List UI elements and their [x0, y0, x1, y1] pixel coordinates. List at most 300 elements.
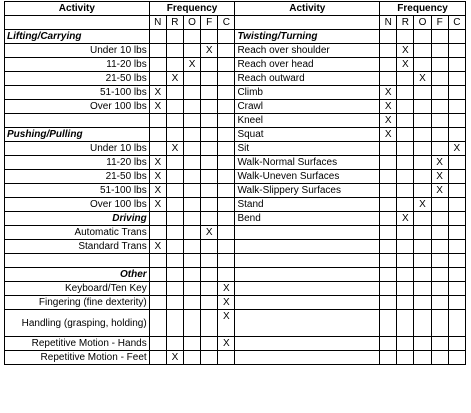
frequency-mark-left-r[interactable]: X — [166, 142, 183, 156]
frequency-mark-left-o[interactable] — [183, 226, 200, 240]
frequency-mark-right-n[interactable] — [380, 282, 397, 296]
frequency-mark-right-c[interactable] — [448, 72, 465, 86]
frequency-mark-right-c[interactable] — [448, 337, 465, 351]
frequency-mark-left-r[interactable] — [166, 310, 183, 337]
frequency-mark-right-f[interactable] — [431, 128, 448, 142]
frequency-mark-left-f[interactable] — [201, 337, 218, 351]
activity-label-right: Walk-Normal Surfaces — [235, 156, 380, 170]
table-row — [5, 156, 466, 170]
frequency-mark-left-n[interactable] — [149, 226, 166, 240]
frequency-mark-right-c[interactable] — [448, 240, 465, 254]
frequency-mark-right-r[interactable] — [397, 226, 414, 240]
activity-label-right — [235, 310, 380, 337]
activity-label-left: 11-20 lbs — [5, 58, 150, 72]
frequency-mark-right-r[interactable] — [397, 254, 414, 268]
activity-label-right — [235, 337, 380, 351]
frequency-mark-right-n[interactable] — [380, 337, 397, 351]
frequency-mark-right-f[interactable]: X — [431, 184, 448, 198]
frequency-mark-left-o[interactable] — [183, 212, 200, 226]
frequency-mark-right-f[interactable] — [431, 268, 448, 282]
frequency-mark-right-n[interactable] — [380, 240, 397, 254]
frequency-mark-right-f[interactable] — [431, 114, 448, 128]
frequency-mark-right-f[interactable] — [431, 337, 448, 351]
activity-label-right — [235, 296, 380, 310]
frequency-mark-right-c[interactable] — [448, 100, 465, 114]
frequency-mark-right-r[interactable] — [397, 296, 414, 310]
table-row — [5, 337, 466, 351]
frequency-mark-right-c[interactable] — [448, 58, 465, 72]
frequency-mark-right-o[interactable] — [414, 100, 431, 114]
frequency-mark-left-f[interactable] — [201, 72, 218, 86]
frequency-mark-right-n[interactable] — [380, 254, 397, 268]
frequency-mark-left-f[interactable] — [201, 114, 218, 128]
activity-label-left: 21-50 lbs — [5, 72, 150, 86]
frequency-mark-right-o[interactable] — [414, 128, 431, 142]
frequency-mark-right-f[interactable] — [431, 240, 448, 254]
frequency-mark-right-n[interactable] — [380, 268, 397, 282]
code-r-left: R — [166, 16, 183, 30]
frequency-mark-right-o[interactable] — [414, 30, 431, 44]
frequency-mark-left-o[interactable] — [183, 337, 200, 351]
code-f-right: F — [431, 16, 448, 30]
codes-spacer-right — [235, 16, 380, 30]
code-o-right: O — [414, 16, 431, 30]
frequency-mark-left-r[interactable] — [166, 268, 183, 282]
table-row — [5, 240, 466, 254]
frequency-mark-left-f[interactable] — [201, 156, 218, 170]
frequency-mark-left-c[interactable]: X — [218, 310, 235, 337]
frequency-mark-right-f[interactable] — [431, 30, 448, 44]
frequency-mark-left-n[interactable] — [149, 128, 166, 142]
frequency-mark-right-o[interactable] — [414, 114, 431, 128]
frequency-mark-left-c[interactable] — [218, 142, 235, 156]
frequency-mark-left-c[interactable] — [218, 226, 235, 240]
frequency-mark-left-f[interactable]: X — [201, 226, 218, 240]
frequency-header-left: Frequency — [149, 2, 235, 16]
frequency-mark-right-r[interactable] — [397, 30, 414, 44]
frequency-mark-left-o[interactable] — [183, 351, 200, 365]
frequency-mark-right-n[interactable] — [380, 58, 397, 72]
frequency-mark-right-f[interactable] — [431, 44, 448, 58]
frequency-mark-left-n[interactable]: X — [149, 184, 166, 198]
frequency-mark-left-r[interactable] — [166, 128, 183, 142]
frequency-mark-right-n[interactable] — [380, 156, 397, 170]
frequency-mark-right-r[interactable] — [397, 240, 414, 254]
frequency-mark-right-f[interactable] — [431, 254, 448, 268]
frequency-mark-left-c[interactable] — [218, 114, 235, 128]
frequency-mark-left-o[interactable] — [183, 282, 200, 296]
frequency-mark-left-f[interactable] — [201, 30, 218, 44]
activity-label-right: Reach outward — [235, 72, 380, 86]
frequency-mark-right-n[interactable] — [380, 44, 397, 58]
frequency-mark-left-c[interactable] — [218, 128, 235, 142]
frequency-mark-right-o[interactable] — [414, 58, 431, 72]
frequency-mark-left-o[interactable] — [183, 156, 200, 170]
physical-demands-table — [4, 1, 466, 365]
frequency-mark-left-n[interactable] — [149, 310, 166, 337]
frequency-mark-left-n[interactable] — [149, 114, 166, 128]
frequency-mark-left-n[interactable] — [149, 351, 166, 365]
frequency-mark-right-n[interactable] — [380, 212, 397, 226]
frequency-mark-right-o[interactable] — [414, 212, 431, 226]
activity-label-left: Over 100 lbs — [5, 100, 150, 114]
frequency-mark-left-r[interactable] — [166, 254, 183, 268]
frequency-mark-right-r[interactable] — [397, 100, 414, 114]
table-row — [5, 282, 466, 296]
activity-label-right: Climb — [235, 86, 380, 100]
frequency-mark-right-f[interactable] — [431, 226, 448, 240]
frequency-mark-left-n[interactable]: X — [149, 170, 166, 184]
frequency-mark-left-r[interactable] — [166, 114, 183, 128]
frequency-mark-right-o[interactable] — [414, 337, 431, 351]
frequency-mark-left-o[interactable] — [183, 86, 200, 100]
frequency-mark-right-f[interactable] — [431, 86, 448, 100]
frequency-mark-left-o[interactable] — [183, 310, 200, 337]
frequency-mark-right-r[interactable] — [397, 184, 414, 198]
frequency-mark-right-n[interactable]: X — [380, 128, 397, 142]
frequency-mark-left-c[interactable]: X — [218, 296, 235, 310]
frequency-mark-left-o[interactable] — [183, 240, 200, 254]
frequency-mark-right-c[interactable]: X — [448, 142, 465, 156]
frequency-mark-left-f[interactable] — [201, 184, 218, 198]
table-row — [5, 100, 466, 114]
frequency-mark-left-c[interactable] — [218, 212, 235, 226]
frequency-mark-right-c[interactable] — [448, 351, 465, 365]
frequency-mark-left-c[interactable] — [218, 351, 235, 365]
frequency-mark-right-r[interactable] — [397, 310, 414, 337]
frequency-mark-left-f[interactable] — [201, 296, 218, 310]
table-row — [5, 142, 466, 156]
frequency-mark-right-o[interactable] — [414, 240, 431, 254]
frequency-mark-left-o[interactable] — [183, 268, 200, 282]
table-body — [5, 30, 466, 365]
activity-label-right: Bend — [235, 212, 380, 226]
frequency-mark-right-o[interactable] — [414, 142, 431, 156]
frequency-mark-right-n[interactable] — [380, 72, 397, 86]
code-o-left: O — [183, 16, 200, 30]
frequency-mark-right-n[interactable] — [380, 310, 397, 337]
activity-label-left: Under 10 lbs — [5, 44, 150, 58]
frequency-mark-left-f[interactable] — [201, 240, 218, 254]
frequency-mark-left-c[interactable] — [218, 198, 235, 212]
frequency-mark-left-f[interactable] — [201, 128, 218, 142]
frequency-mark-right-f[interactable] — [431, 198, 448, 212]
table-row — [5, 30, 466, 44]
table-row — [5, 58, 466, 72]
activity-label-right: Walk-Slippery Surfaces — [235, 184, 380, 198]
frequency-mark-right-f[interactable] — [431, 296, 448, 310]
frequency-mark-left-o[interactable] — [183, 170, 200, 184]
frequency-mark-right-r[interactable] — [397, 72, 414, 86]
activity-label-right — [235, 240, 380, 254]
frequency-mark-right-c[interactable] — [448, 114, 465, 128]
activity-label-right — [235, 268, 380, 282]
frequency-mark-left-o[interactable]: X — [183, 58, 200, 72]
frequency-mark-left-n[interactable] — [149, 282, 166, 296]
frequency-mark-left-r[interactable] — [166, 296, 183, 310]
activity-label-right: Crawl — [235, 100, 380, 114]
frequency-mark-left-f[interactable] — [201, 351, 218, 365]
frequency-mark-left-f[interactable] — [201, 58, 218, 72]
frequency-mark-right-r[interactable] — [397, 170, 414, 184]
frequency-mark-left-r[interactable] — [166, 30, 183, 44]
frequency-mark-right-o[interactable] — [414, 282, 431, 296]
frequency-mark-right-r[interactable] — [397, 198, 414, 212]
frequency-mark-right-c[interactable] — [448, 170, 465, 184]
frequency-mark-left-o[interactable] — [183, 100, 200, 114]
frequency-mark-right-c[interactable] — [448, 226, 465, 240]
frequency-mark-left-f[interactable]: X — [201, 44, 218, 58]
frequency-mark-left-n[interactable]: X — [149, 100, 166, 114]
frequency-mark-right-o[interactable] — [414, 156, 431, 170]
table-row — [5, 254, 466, 268]
activity-label-right — [235, 226, 380, 240]
frequency-mark-left-f[interactable] — [201, 254, 218, 268]
activity-label-left: Over 100 lbs — [5, 198, 150, 212]
frequency-mark-left-c[interactable]: X — [218, 337, 235, 351]
frequency-mark-left-c[interactable] — [218, 254, 235, 268]
frequency-mark-right-c[interactable] — [448, 86, 465, 100]
code-c-right: C — [448, 16, 465, 30]
frequency-mark-left-r[interactable] — [166, 337, 183, 351]
frequency-mark-left-r[interactable] — [166, 100, 183, 114]
frequency-mark-right-n[interactable] — [380, 30, 397, 44]
frequency-mark-right-n[interactable] — [380, 226, 397, 240]
frequency-mark-right-r[interactable]: X — [397, 44, 414, 58]
frequency-mark-left-n[interactable] — [149, 44, 166, 58]
frequency-mark-right-f[interactable]: X — [431, 156, 448, 170]
section-heading-right: Twisting/Turning — [235, 30, 380, 44]
frequency-mark-right-r[interactable] — [397, 128, 414, 142]
table-row — [5, 128, 466, 142]
frequency-mark-left-o[interactable] — [183, 254, 200, 268]
activity-label-right: Reach over shoulder — [235, 44, 380, 58]
frequency-mark-left-n[interactable] — [149, 30, 166, 44]
frequency-mark-right-c[interactable] — [448, 128, 465, 142]
frequency-mark-right-c[interactable] — [448, 296, 465, 310]
frequency-mark-right-c[interactable] — [448, 184, 465, 198]
frequency-mark-left-o[interactable] — [183, 198, 200, 212]
frequency-mark-right-r[interactable] — [397, 142, 414, 156]
activity-label-left: Standard Trans — [5, 240, 150, 254]
frequency-mark-left-r[interactable] — [166, 282, 183, 296]
activity-label-right — [235, 351, 380, 365]
frequency-mark-right-o[interactable] — [414, 226, 431, 240]
table-row — [5, 72, 466, 86]
activity-header-left: Activity — [5, 2, 150, 16]
table-row — [5, 170, 466, 184]
frequency-mark-right-r[interactable] — [397, 337, 414, 351]
frequency-mark-right-c[interactable] — [448, 212, 465, 226]
frequency-mark-left-r[interactable] — [166, 44, 183, 58]
frequency-mark-right-c[interactable] — [448, 156, 465, 170]
frequency-mark-left-r[interactable] — [166, 170, 183, 184]
activity-label-left — [5, 254, 150, 268]
table-row — [5, 212, 466, 226]
activity-label-left: 51-100 lbs — [5, 184, 150, 198]
frequency-mark-right-o[interactable] — [414, 184, 431, 198]
frequency-mark-left-c[interactable] — [218, 240, 235, 254]
frequency-mark-right-o[interactable]: X — [414, 72, 431, 86]
frequency-mark-left-f[interactable] — [201, 212, 218, 226]
table-row — [5, 86, 466, 100]
frequency-mark-right-f[interactable] — [431, 100, 448, 114]
frequency-mark-left-r[interactable] — [166, 240, 183, 254]
frequency-mark-left-f[interactable] — [201, 86, 218, 100]
frequency-mark-right-f[interactable] — [431, 58, 448, 72]
frequency-mark-right-f[interactable] — [431, 142, 448, 156]
frequency-mark-right-n[interactable] — [380, 142, 397, 156]
frequency-mark-right-o[interactable] — [414, 268, 431, 282]
frequency-mark-right-r[interactable] — [397, 351, 414, 365]
frequency-mark-right-c[interactable] — [448, 198, 465, 212]
frequency-mark-left-f[interactable] — [201, 282, 218, 296]
frequency-mark-left-c[interactable] — [218, 86, 235, 100]
frequency-mark-left-r[interactable]: X — [166, 351, 183, 365]
frequency-mark-right-n[interactable] — [380, 351, 397, 365]
frequency-mark-left-f[interactable] — [201, 142, 218, 156]
frequency-mark-right-f[interactable] — [431, 72, 448, 86]
frequency-mark-right-c[interactable] — [448, 30, 465, 44]
frequency-mark-left-f[interactable] — [201, 268, 218, 282]
frequency-mark-left-o[interactable] — [183, 296, 200, 310]
frequency-mark-right-c[interactable] — [448, 310, 465, 337]
activity-label-right: Walk-Uneven Surfaces — [235, 170, 380, 184]
frequency-mark-left-r[interactable] — [166, 156, 183, 170]
frequency-mark-left-o[interactable] — [183, 128, 200, 142]
frequency-mark-left-r[interactable] — [166, 212, 183, 226]
frequency-mark-left-c[interactable] — [218, 58, 235, 72]
activity-label-right: Stand — [235, 198, 380, 212]
frequency-mark-left-c[interactable] — [218, 72, 235, 86]
frequency-mark-right-r[interactable]: X — [397, 58, 414, 72]
frequency-mark-left-n[interactable] — [149, 337, 166, 351]
frequency-mark-left-c[interactable] — [218, 44, 235, 58]
activity-label-left: Keyboard/Ten Key — [5, 282, 150, 296]
activity-label-left: 11-20 lbs — [5, 156, 150, 170]
frequency-mark-left-n[interactable]: X — [149, 156, 166, 170]
header-row — [5, 2, 466, 16]
frequency-mark-right-r[interactable] — [397, 268, 414, 282]
activity-label-left: Repetitive Motion - Hands — [5, 337, 150, 351]
frequency-mark-right-n[interactable] — [380, 198, 397, 212]
frequency-mark-left-n[interactable]: X — [149, 198, 166, 212]
frequency-mark-right-f[interactable] — [431, 212, 448, 226]
activity-header-right: Activity — [235, 2, 380, 16]
frequency-mark-left-c[interactable] — [218, 170, 235, 184]
activity-label-right — [235, 254, 380, 268]
frequency-mark-right-f[interactable]: X — [431, 170, 448, 184]
table-row — [5, 310, 466, 337]
frequency-mark-left-n[interactable] — [149, 212, 166, 226]
frequency-mark-right-n[interactable]: X — [380, 114, 397, 128]
frequency-mark-left-c[interactable] — [218, 156, 235, 170]
frequency-mark-right-n[interactable]: X — [380, 86, 397, 100]
frequency-mark-right-c[interactable] — [448, 254, 465, 268]
frequency-mark-left-n[interactable] — [149, 254, 166, 268]
frequency-mark-right-o[interactable] — [414, 170, 431, 184]
table-row — [5, 226, 466, 240]
frequency-mark-right-c[interactable] — [448, 282, 465, 296]
frequency-mark-left-r[interactable] — [166, 184, 183, 198]
frequency-mark-left-o[interactable] — [183, 72, 200, 86]
activity-label-right: Sit — [235, 142, 380, 156]
frequency-mark-right-o[interactable] — [414, 86, 431, 100]
activity-label-right: Kneel — [235, 114, 380, 128]
frequency-mark-left-c[interactable]: X — [218, 282, 235, 296]
frequency-mark-right-c[interactable] — [448, 44, 465, 58]
frequency-mark-left-f[interactable] — [201, 100, 218, 114]
frequency-mark-left-r[interactable]: X — [166, 72, 183, 86]
activity-label-left: 21-50 lbs — [5, 170, 150, 184]
frequency-mark-right-n[interactable]: X — [380, 100, 397, 114]
frequency-mark-right-o[interactable] — [414, 44, 431, 58]
frequency-mark-left-c[interactable] — [218, 184, 235, 198]
codes-spacer-left — [5, 16, 150, 30]
frequency-mark-left-r[interactable] — [166, 198, 183, 212]
frequency-mark-left-n[interactable] — [149, 58, 166, 72]
activity-label-left: Automatic Trans — [5, 226, 150, 240]
codes-row — [5, 16, 466, 30]
frequency-mark-left-f[interactable] — [201, 170, 218, 184]
frequency-mark-right-o[interactable] — [414, 351, 431, 365]
frequency-mark-left-n[interactable] — [149, 142, 166, 156]
table-row — [5, 268, 466, 282]
frequency-mark-right-f[interactable] — [431, 282, 448, 296]
frequency-mark-left-n[interactable] — [149, 296, 166, 310]
frequency-mark-right-o[interactable] — [414, 296, 431, 310]
frequency-mark-right-n[interactable] — [380, 184, 397, 198]
table-row — [5, 351, 466, 365]
frequency-mark-left-o[interactable] — [183, 184, 200, 198]
frequency-mark-left-c[interactable] — [218, 30, 235, 44]
frequency-mark-right-r[interactable] — [397, 86, 414, 100]
frequency-mark-left-f[interactable] — [201, 198, 218, 212]
frequency-mark-left-n[interactable] — [149, 268, 166, 282]
frequency-mark-left-o[interactable] — [183, 30, 200, 44]
code-r-right: R — [397, 16, 414, 30]
frequency-mark-left-o[interactable] — [183, 114, 200, 128]
frequency-mark-right-o[interactable] — [414, 254, 431, 268]
section-heading-left: Pushing/Pulling — [5, 128, 150, 142]
frequency-mark-left-o[interactable] — [183, 44, 200, 58]
frequency-mark-left-r[interactable] — [166, 58, 183, 72]
frequency-mark-right-r[interactable] — [397, 156, 414, 170]
frequency-mark-left-n[interactable]: X — [149, 86, 166, 100]
frequency-mark-right-f[interactable] — [431, 351, 448, 365]
frequency-mark-right-o[interactable]: X — [414, 198, 431, 212]
frequency-mark-left-n[interactable]: X — [149, 240, 166, 254]
frequency-mark-right-o[interactable] — [414, 310, 431, 337]
frequency-mark-left-c[interactable] — [218, 100, 235, 114]
frequency-mark-right-c[interactable] — [448, 268, 465, 282]
frequency-mark-right-r[interactable] — [397, 282, 414, 296]
activity-label-left: Fingering (fine dexterity) — [5, 296, 150, 310]
frequency-mark-left-r[interactable] — [166, 86, 183, 100]
frequency-mark-right-n[interactable] — [380, 296, 397, 310]
frequency-mark-left-o[interactable] — [183, 142, 200, 156]
frequency-mark-right-r[interactable]: X — [397, 212, 414, 226]
frequency-mark-left-c[interactable] — [218, 268, 235, 282]
activity-label-left: 51-100 lbs — [5, 86, 150, 100]
frequency-mark-right-f[interactable] — [431, 310, 448, 337]
frequency-mark-left-n[interactable] — [149, 72, 166, 86]
frequency-mark-left-r[interactable] — [166, 226, 183, 240]
frequency-mark-right-n[interactable] — [380, 170, 397, 184]
frequency-mark-left-f[interactable] — [201, 310, 218, 337]
frequency-mark-right-r[interactable] — [397, 114, 414, 128]
table-row — [5, 296, 466, 310]
